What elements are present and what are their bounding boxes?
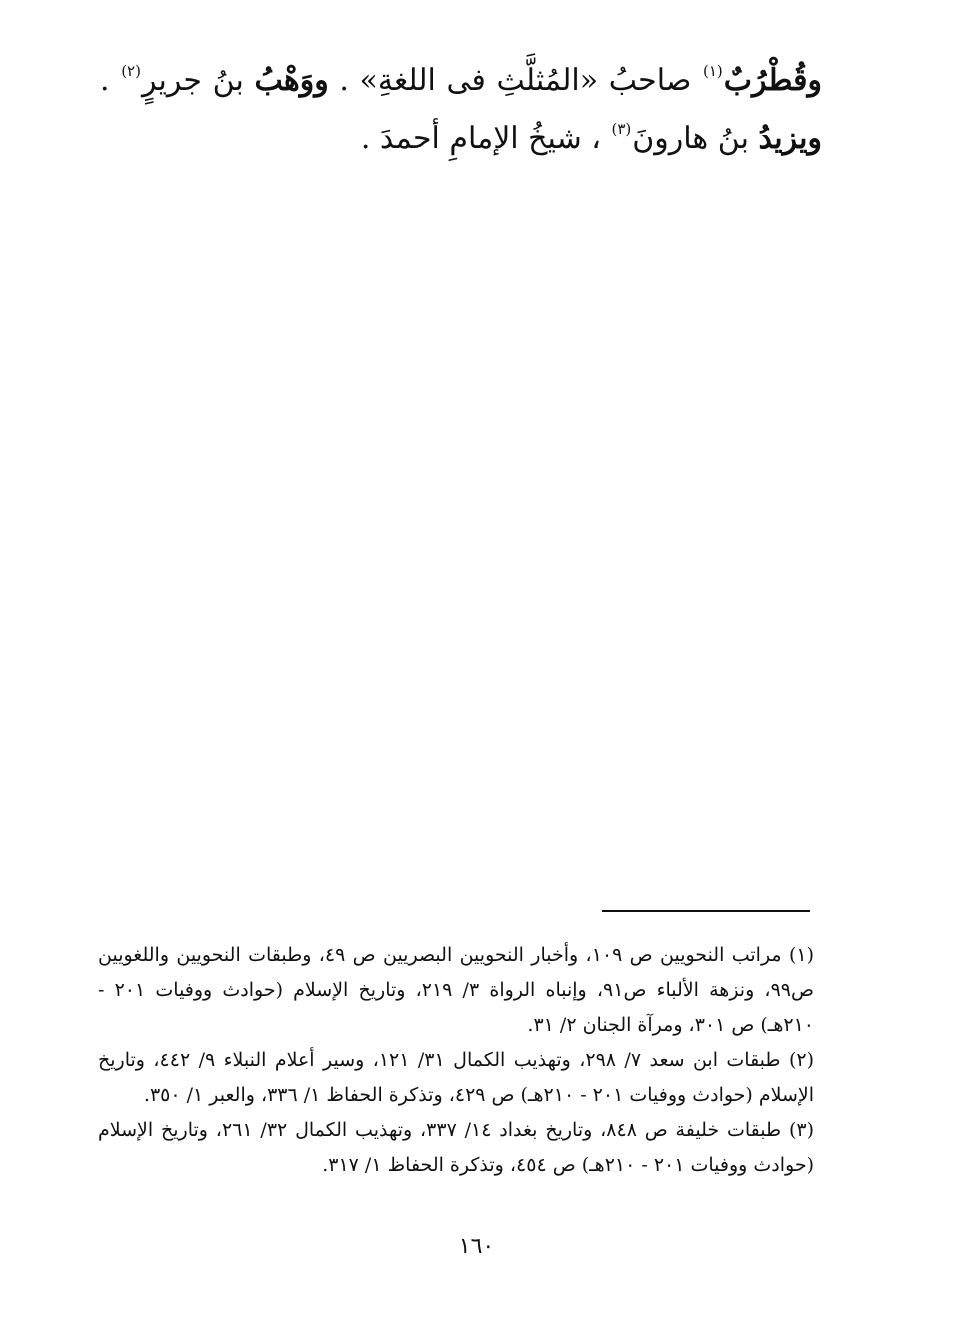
footnote-2: (٢) طبقات ابن سعد ٧/ ٢٩٨، وتهذيب الكمال ٣١/ ١٢١، وسير أعلام النبلاء ٩/ ٤٤٢، وتاريخ الإسلام (حوادث ووفيات ٢٠١ - ٢١٠هـ) ص ٤٢٩، وتذكرة الحفاظ ١/ ٣٣٦، والعبر ١/ ٣٥٠.	[98, 1049, 815, 1106]
main-text-segment: بنُ جريرٍ	[141, 63, 255, 98]
main-text	[100, 52, 822, 168]
main-text-segment: .	[100, 63, 121, 98]
main-text-segment: ، شيخُ الإمامِ أحمدَ .	[360, 121, 611, 156]
biography-name-qutrub: وقُطْرُبٌ	[723, 63, 822, 98]
footnote-ref-1[interactable]: (١)	[702, 62, 723, 80]
main-text-segment: صاحبُ «المُثلَّثِ فى اللغةِ» .	[328, 63, 702, 98]
footnote-ref-3[interactable]: (٣)	[611, 120, 632, 138]
footnote-divider	[602, 910, 810, 912]
biography-name-wahb: ووَهْبُ	[254, 63, 329, 98]
footnotes	[98, 938, 814, 1183]
main-text-segment: بنُ هارونَ	[632, 121, 759, 156]
footnote-3: (٣) طبقات خليفة ص ٨٤٨، وتاريخ بغداد ١٤/ ٣٣٧، وتهذيب الكمال ٣٢/ ٢٦١، وتاريخ الإسلام (حوادث ووفيات ٢٠١ - ٢١٠هـ) ص ٤٥٤، وتذكرة الحفاظ ١/ ٣١٧.	[98, 1119, 814, 1176]
biography-name-yazid: ويزيدُ	[758, 121, 822, 156]
footnote-1: (١) مراتب النحويين ص ١٠٩، وأخبار النحويين البصريين ص ٤٩، وطبقات النحويين واللغويين ص٩٩، ونزهة الألباء ص٩١، وإنباه الرواة ٣/ ٢١٩، وتاريخ الإسلام (حوادث ووفيات ٢٠١ - ٢١٠هـ) ص ٣٠١، ومرآة الجنان ٢/ ٣١.	[98, 944, 815, 1036]
footnote-ref-2[interactable]: (٢)	[121, 62, 141, 80]
page-number: ١٦٠	[458, 1234, 495, 1259]
